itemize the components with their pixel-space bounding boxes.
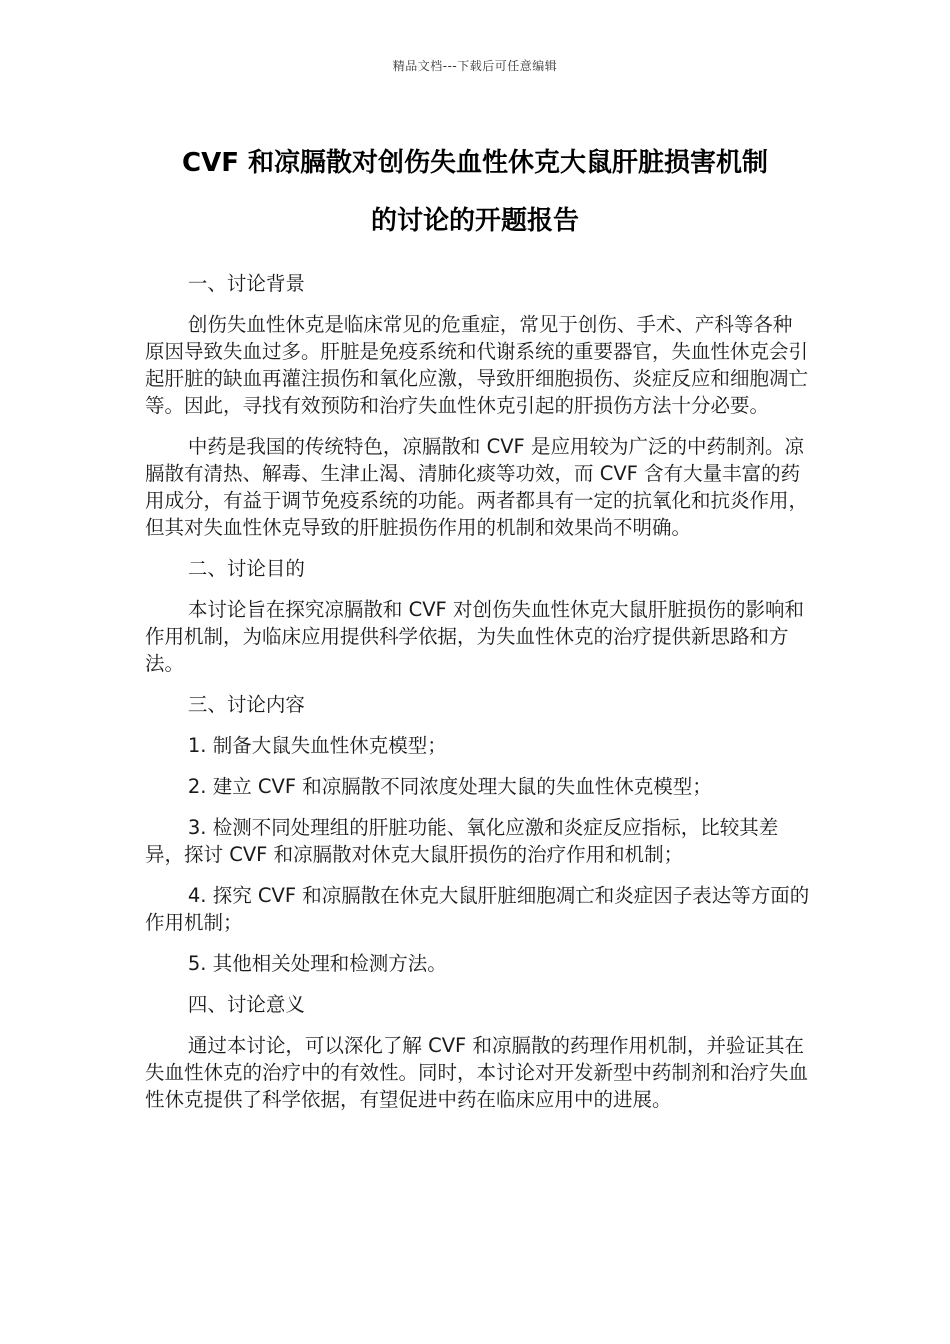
title-line-2: 的讨论的开题报告 bbox=[370, 206, 579, 236]
section-heading-significance: 四、讨论意义 bbox=[187, 993, 305, 1016]
content-item-4: 4. 探究 CVF 和凉膈散在休克大鼠肝脏细胞凋亡和炎症因子表达等方面的作用机制； bbox=[145, 884, 810, 934]
content-item-2: 2. 建立 CVF 和凉膈散不同浓度处理大鼠的失血性休克模型； bbox=[187, 775, 712, 798]
document-title bbox=[100, 134, 850, 250]
content-item-3: 3. 检测不同处理组的肝脏功能、氧化应激和炎症反应指标，比较其差异，探讨 CVF 和凉膈散对休克大鼠肝损伤的治疗作用和机制； bbox=[145, 816, 779, 866]
significance-paragraph: 通过本讨论，可以深化了解 CVF 和凉膈散的药理作用机制，并验证其在失血性休克的治疗中的有效性。同时，本讨论对开发新型中药制剂和治疗失血性休克提供了科学依据，有望促进中药在临床应用中的进展。 bbox=[145, 1034, 809, 1111]
content-item-5: 5. 其他相关处理和检测方法。 bbox=[187, 952, 447, 975]
title-line-1: CVF 和凉膈散对创伤失血性休克大鼠肝脏损害机制 bbox=[181, 148, 769, 178]
background-paragraph-2: 中药是我国的传统特色，凉膈散和 CVF 是应用较为广泛的中药制剂。凉膈散有清热、解毒、生津止渴、清肺化痰等功效，而 CVF 含有大量丰富的药用成分，有益于调节免疫系统的功能。两者都具有一定的抗氧化和抗炎作用，但其对失血性休克导致的肝脏损伤作用的机制和效果尚不明确。 bbox=[145, 435, 809, 539]
content-item-1: 1. 制备大鼠失血性休克模型； bbox=[187, 734, 447, 757]
section-heading-background: 一、讨论背景 bbox=[187, 272, 305, 295]
header-note: 精品文档---下载后可任意编辑 bbox=[392, 59, 558, 73]
purpose-paragraph: 本讨论旨在探究凉膈散和 CVF 对创伤失血性休克大鼠肝脏损伤的影响和作用机制，为临床应用提供科学依据，为失血性休克的治疗提供新思路和方法。 bbox=[145, 598, 804, 675]
section-heading-purpose: 二、讨论目的 bbox=[187, 557, 305, 580]
document-body bbox=[145, 270, 810, 1127]
background-paragraph-1: 创伤失血性休克是临床常见的危重症，常见于创伤、手术、产科等各种原因导致失血过多。肝脏是免疫系统和代谢系统的重要器官，失血性休克会引起肝脏的缺血再灌注损伤和氧化应激，导致肝细胞损伤、炎症反应和细胞凋亡等。因此，寻找有效预防和治疗失血性休克引起的肝损伤方法十分必要。 bbox=[145, 313, 809, 417]
section-heading-content: 三、讨论内容 bbox=[187, 693, 305, 716]
